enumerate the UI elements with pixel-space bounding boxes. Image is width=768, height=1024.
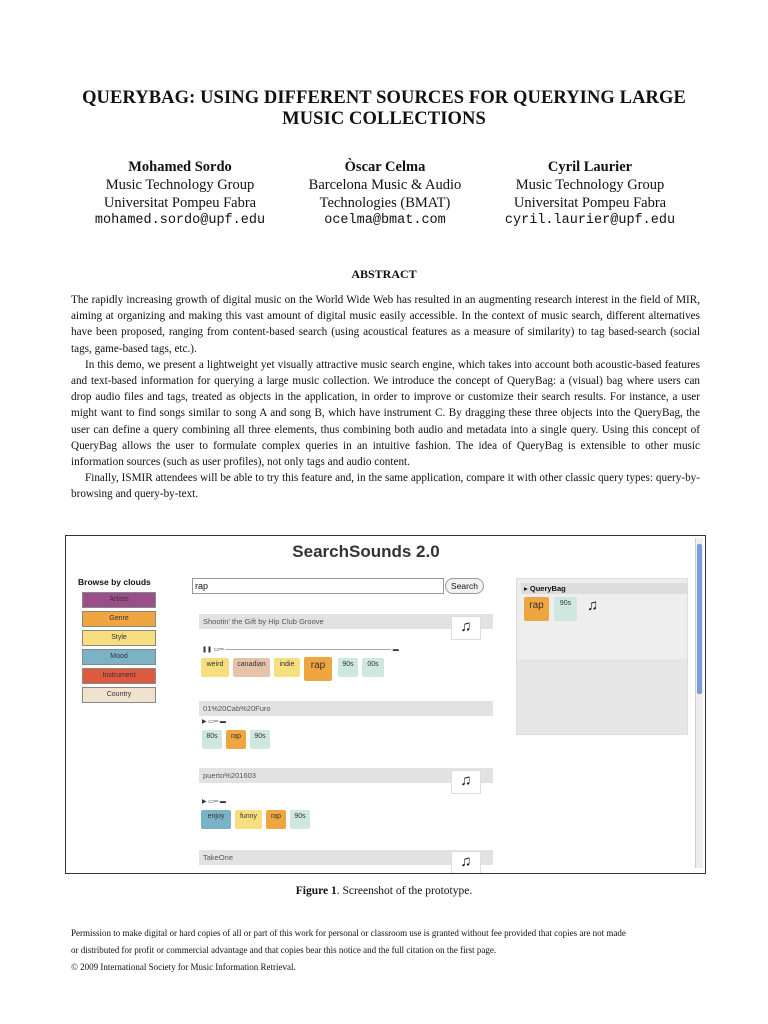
tag-weird[interactable]: weird <box>201 658 229 677</box>
search-button[interactable]: Search <box>445 578 484 594</box>
footnote-line: or distributed for profit or commercial advantage and that copies bear this notice and the full citation on the first page. <box>71 945 497 955</box>
music-note-icon[interactable]: ♫ <box>451 851 481 874</box>
cloud-button-style[interactable]: Style <box>82 630 156 646</box>
tag-rap[interactable]: rap <box>226 730 246 749</box>
footnote-line: Permission to make digital or hard copies of all or part of this work for personal or classroom use is granted without fee provided that copies are not made <box>71 928 626 938</box>
search-input[interactable]: rap <box>192 578 444 594</box>
scrollbar-thumb[interactable] <box>697 544 702 694</box>
song-title-bar[interactable]: TakeOne <box>199 850 493 865</box>
author-block-2 <box>290 158 480 230</box>
player-controls[interactable]: ▶ ▭═ ▬ <box>202 799 226 805</box>
copyright-footnote <box>71 925 711 976</box>
abstract-paragraph: Finally, ISMIR attendees will be able to try this feature and, in the same application, compare it with other classic query types: query-by-browsing and query-by-text. <box>71 472 700 501</box>
querybag-drop-area[interactable] <box>517 659 687 734</box>
figure-label: Figure 1 <box>295 885 337 897</box>
tag-funny[interactable]: funny <box>235 810 262 829</box>
cloud-button-country[interactable]: Country <box>82 687 156 703</box>
tag-rap[interactable]: rap <box>304 657 332 681</box>
title-line-2: MUSIC COLLECTIONS <box>282 109 486 129</box>
song-title-bar[interactable]: Shootin' the Gift by Hip Club Groove <box>199 614 493 629</box>
author-affiliation: Universitat Pompeu Fabra <box>103 195 257 211</box>
querybag-panel[interactable] <box>516 578 688 735</box>
author-affiliation: Music Technology Group <box>515 177 665 193</box>
tag-rap[interactable]: rap <box>266 810 286 829</box>
cloud-button-genre[interactable]: Genre <box>82 611 156 627</box>
tag-00s[interactable]: 00s <box>362 658 384 677</box>
author-affiliation: Universitat Pompeu Fabra <box>513 195 667 211</box>
author-name: Mohamed Sordo <box>128 159 232 175</box>
abstract-heading: ABSTRACT <box>351 267 417 281</box>
browse-by-clouds-heading: Browse by clouds <box>78 577 151 587</box>
tag-90s[interactable]: 90s <box>338 658 358 677</box>
tag-indie[interactable]: indie <box>274 658 300 677</box>
author-email[interactable]: mohamed.sordo@upf.edu <box>94 213 266 228</box>
author-name: Òscar Celma <box>344 159 426 175</box>
querybag-tag-rap[interactable]: rap <box>524 597 549 621</box>
collapse-icon[interactable]: ▸ <box>524 584 528 593</box>
querybag-tag-90s[interactable]: 90s <box>554 597 577 621</box>
abstract-paragraph: In this demo, we present a lightweight yet visually attractive music search engine, which takes into account both acoustic-based features and text-based information for querying a large music collection. We introduce the concept of QueryBag: a (visual) bag where users can drop audio files and tags, treated as objects in the application, in order to improve or customize their search results. For instance, a user might want to find songs similar to song A and song B, which have instrument C. By dragging these three objects into the QueryBag, the user can define a query combining all three elements, thus combining both audio and metadata into a single query. Using this concept of QueryBag allows the user to formulate complex queries in an intuitive fashion. The idea of QueryBag is extensible to other music information sources (such as user profiles), not only tags and audio content. <box>71 358 700 469</box>
song-title-bar[interactable]: puerto%201603 <box>199 768 493 783</box>
tag-90s[interactable]: 90s <box>250 730 270 749</box>
footnote-line: © 2009 International Society for Music Information Retrieval. <box>71 962 296 972</box>
tag-canadian[interactable]: canadian <box>233 658 270 677</box>
scrollbar[interactable] <box>695 538 703 868</box>
cloud-button-mood[interactable]: Mood <box>82 649 156 665</box>
author-email[interactable]: ocelma@bmat.com <box>324 213 446 228</box>
tag-90s[interactable]: 90s <box>290 810 310 829</box>
paper-title <box>60 88 708 130</box>
author-affiliation: Barcelona Music & Audio <box>308 177 462 193</box>
tag-80s[interactable]: 80s <box>202 730 222 749</box>
title-line-1: QUERYBAG: USING DIFFERENT SOURCES FOR QUERYING LARGE <box>82 88 686 108</box>
figure-caption <box>0 885 768 897</box>
figure-caption-text: . Screenshot of the prototype. <box>336 885 473 897</box>
prototype-screenshot-figure <box>65 535 706 874</box>
cloud-button-artists[interactable]: Artists <box>82 592 156 608</box>
music-note-icon[interactable]: ♫ <box>451 770 481 794</box>
author-affiliation: Technologies (BMAT) <box>319 195 451 211</box>
player-controls[interactable]: ❚❚ ▭═ ─────────────────────────────────────── ▬ <box>202 647 399 653</box>
querybag-label: QueryBag <box>529 584 566 593</box>
music-note-icon[interactable]: ♫ <box>587 597 599 614</box>
player-controls[interactable]: ▶ ▭═ ▬ <box>202 719 226 725</box>
tag-enjoy[interactable]: enjoy <box>201 810 231 829</box>
author-block-3 <box>470 158 710 230</box>
music-note-icon[interactable]: ♫ <box>451 616 481 640</box>
author-affiliation: Music Technology Group <box>105 177 255 193</box>
author-name: Cyril Laurier <box>547 159 633 175</box>
querybag-header[interactable] <box>521 583 687 594</box>
author-email[interactable]: cyril.laurier@upf.edu <box>504 213 676 228</box>
cloud-button-instrument[interactable]: Instrument <box>82 668 156 684</box>
abstract-paragraph: The rapidly increasing growth of digital music on the World Wide Web has resulted in an augmenting research interest in the field of MIR, aiming at organizing and making this vast amount of digital music easily accessible. In the context of music search, different alternatives have been proposed, ranging from content-based search (using acoustical features as a measure of similarity) to tag based-search (social tags, game-based tags, etc.). <box>71 294 700 355</box>
app-title: SearchSounds 2.0 <box>292 542 440 561</box>
abstract-body <box>71 292 700 503</box>
author-block-1 <box>60 158 300 230</box>
song-title-bar[interactable]: 01%20Cab%20Furo <box>199 701 493 716</box>
